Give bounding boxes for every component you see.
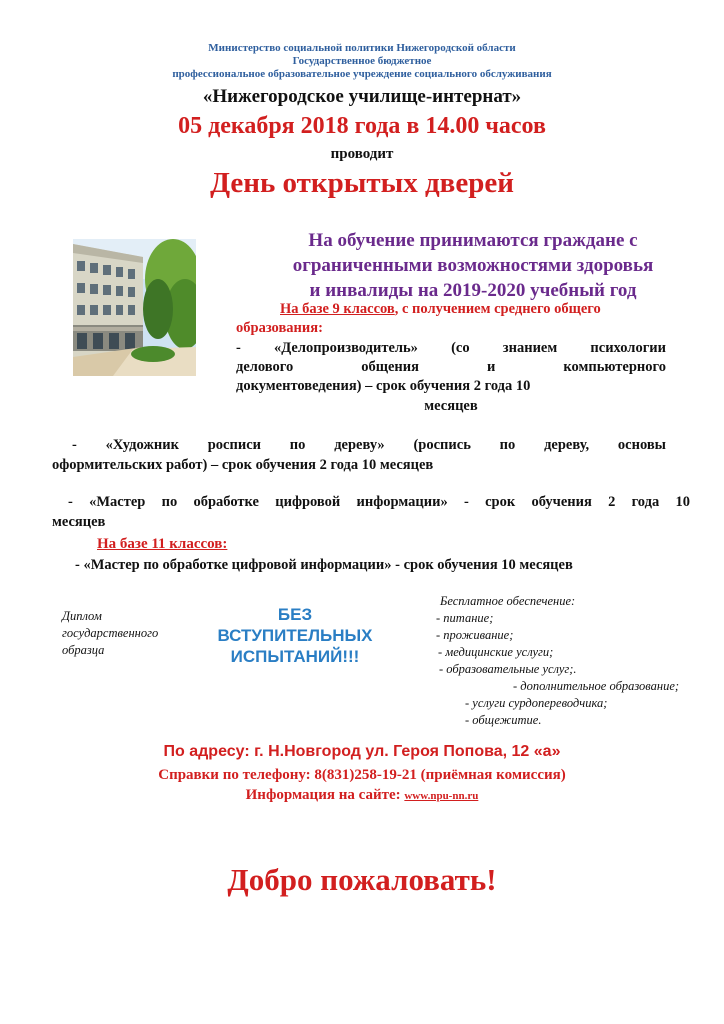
base9-line2: образования: [236,320,323,336]
event-date-time: 05 декабря 2018 года в 14.00 часов [178,113,546,139]
event-title: День открытых дверей [210,167,514,199]
program1-line1: - «Делопроизводитель» (со знанием психологии [236,340,666,356]
benefit-item: - медицинские услуги; [438,645,554,659]
program3-line1: - «Мастер по обработке цифровой информации» - срок обучения 2 года 10 [68,494,690,510]
program2-line1: - «Художник росписи по дереву» (роспись по дереву, основы [72,437,666,453]
base9-rest: , с получением среднего общего [394,301,601,317]
no-exams-line-2: ВСТУПИТЕЛЬНЫХ [217,626,373,645]
no-exams-line-1: БЕЗ [277,605,313,624]
base9-label: На базе 9 классов [280,301,395,317]
program1-line2: делового общения и компьютерного [236,359,666,375]
welcome-text: Добро пожаловать! [227,862,497,897]
benefit-item: - услуги сурдопереводчика; [465,696,608,710]
benefit-item: - проживание; [436,628,514,642]
building-photo [73,239,196,376]
ministry-line: Министерство социальной политики Нижегородской области [208,42,516,54]
diploma-line-1: Диплом [62,609,102,623]
base11-heading: На базе 11 классов: [97,536,228,552]
diploma-line-3: образца [62,643,105,657]
admission-line-2: ограниченными возможностями здоровья [292,255,654,276]
phone-info: Справки по телефону: 8(831)258-19-21 (приёмная комиссия) [158,767,566,783]
program1-line3: документоведения) – срок обучения 2 года 10 [236,378,531,394]
institution-desc-line: профессиональное образовательное учреждение социального обслуживания [172,68,552,80]
holds-text: проводит [330,146,394,162]
benefit-item: - дополнительное образование; [513,679,680,693]
school-name: «Нижегородское училище-интернат» [202,86,522,107]
diploma-line-2: государственного [62,626,159,640]
site-label: Информация на сайте: [245,787,401,803]
site-info [0,787,724,804]
program3-line2: месяцев [52,514,106,530]
benefit-item: - питание; [436,611,494,625]
program1-line4: месяцев [424,398,478,414]
address: По адресу: г. Н.Новгород ул. Героя Попова, 12 «а» [163,743,561,760]
base9-heading [280,300,695,319]
admission-line-3: и инвалиды на 2019-2020 учебный год [309,280,637,301]
admission-line-1: На обучение принимаются граждане с [308,230,638,251]
benefit-item: - образовательные услуг;. [439,662,577,676]
benefit-item: - общежитие. [465,713,542,727]
site-link[interactable]: www.npu-nn.ru [404,790,479,802]
benefits-title: Бесплатное обеспечение: [440,594,576,608]
institution-type-line: Государственное бюджетное [292,55,432,67]
no-exams-line-3: ИСПЫТАНИЙ!!! [230,647,360,666]
program2-line2: оформительских работ) – срок обучения 2 года 10 месяцев [52,457,434,473]
program4: - «Мастер по обработке цифровой информации» - срок обучения 10 месяцев [75,557,573,573]
